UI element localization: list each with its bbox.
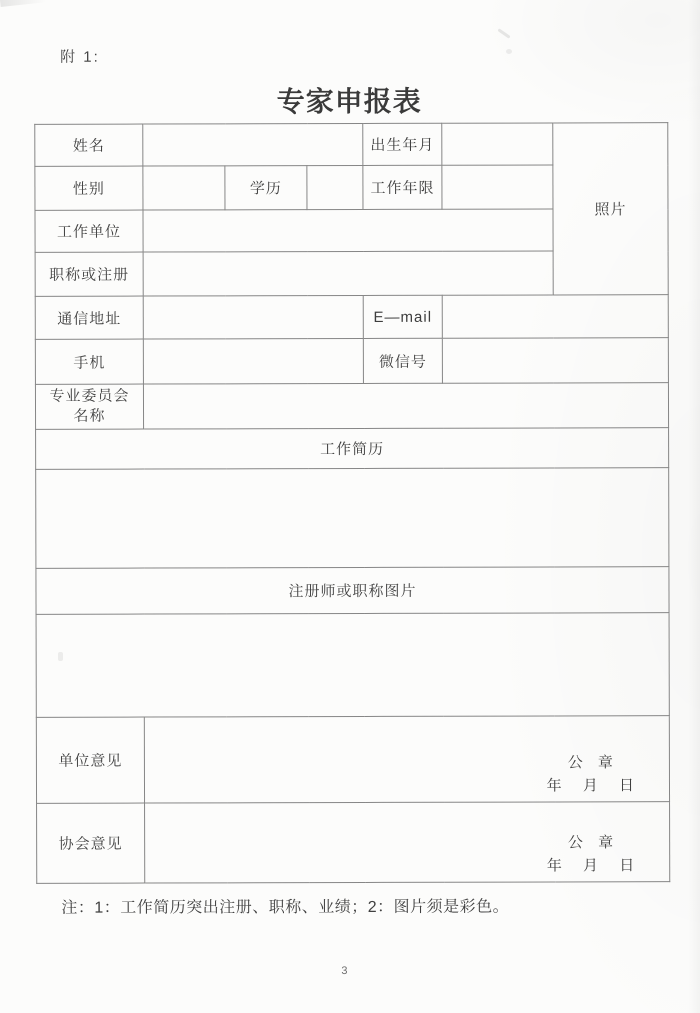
work-years-label: 工作年限 — [363, 165, 442, 209]
mobile-label: 手机 — [35, 339, 143, 384]
employer-value-cell — [143, 209, 553, 252]
committee-label-line2: 名称 — [73, 407, 106, 425]
work-years-value-cell — [442, 165, 553, 209]
resume-content-cell — [36, 468, 669, 569]
mailing-address-value-cell — [143, 295, 363, 339]
employer-label: 工作单位 — [35, 210, 143, 252]
row-certificate-header — [36, 567, 669, 615]
form-title: 专家申报表 — [276, 85, 422, 118]
employer-seal-block — [547, 751, 635, 797]
association-opinion-cell — [145, 802, 670, 883]
row-employer-opinion — [36, 716, 669, 804]
title-registration-label: 职称或注册 — [35, 252, 143, 296]
association-opinion-label: 协会意见 — [37, 803, 145, 883]
email-value-cell — [442, 295, 668, 339]
expert-application-table — [34, 122, 670, 884]
email-label: E—mail — [363, 295, 442, 338]
footnote: 注：1：工作简历突出注册、职称、业绩；2：图片须是彩色。 — [61, 898, 510, 917]
photo-cell: 照片 — [553, 123, 668, 295]
row-address-email — [35, 295, 668, 340]
attachment-label: 附 1: — [60, 48, 100, 66]
page-number: 3 — [341, 965, 348, 978]
employer-opinion-label: 单位意见 — [36, 717, 144, 803]
certificate-section-header: 注册师或职称图片 — [36, 567, 669, 615]
committee-value-cell — [143, 383, 668, 429]
association-seal-block — [547, 831, 635, 877]
row-association-opinion — [37, 802, 670, 884]
name-label: 姓名 — [35, 124, 143, 166]
gender-value-cell — [143, 166, 225, 210]
row-name-birthdate — [35, 123, 668, 167]
row-certificate-content — [36, 613, 669, 718]
education-label: 学历 — [225, 166, 307, 210]
certificate-content-cell — [36, 613, 669, 718]
birth-date-label: 出生年月 — [363, 123, 442, 165]
mailing-address-label: 通信地址 — [35, 296, 143, 339]
resume-section-header: 工作简历 — [36, 428, 669, 470]
row-resume-header — [36, 428, 669, 470]
date-label: 年 月 日 — [546, 857, 636, 875]
seal-label: 公 章 — [567, 834, 615, 852]
name-value-cell — [143, 123, 363, 166]
gender-label: 性别 — [35, 166, 143, 210]
committee-label-line1: 专业委员会 — [49, 387, 130, 405]
date-label: 年 月 日 — [546, 777, 636, 795]
employer-opinion-cell — [144, 716, 669, 803]
education-value-cell — [307, 165, 363, 209]
row-committee — [35, 383, 668, 430]
wechat-value-cell — [442, 338, 668, 384]
mobile-value-cell — [143, 338, 363, 384]
row-mobile-wechat — [35, 338, 668, 385]
seal-label: 公 章 — [567, 754, 614, 772]
title-registration-value-cell — [143, 251, 553, 296]
wechat-label: 微信号 — [363, 338, 442, 383]
row-resume-content — [36, 468, 669, 569]
committee-label — [35, 384, 143, 429]
birth-date-value-cell — [442, 123, 553, 165]
